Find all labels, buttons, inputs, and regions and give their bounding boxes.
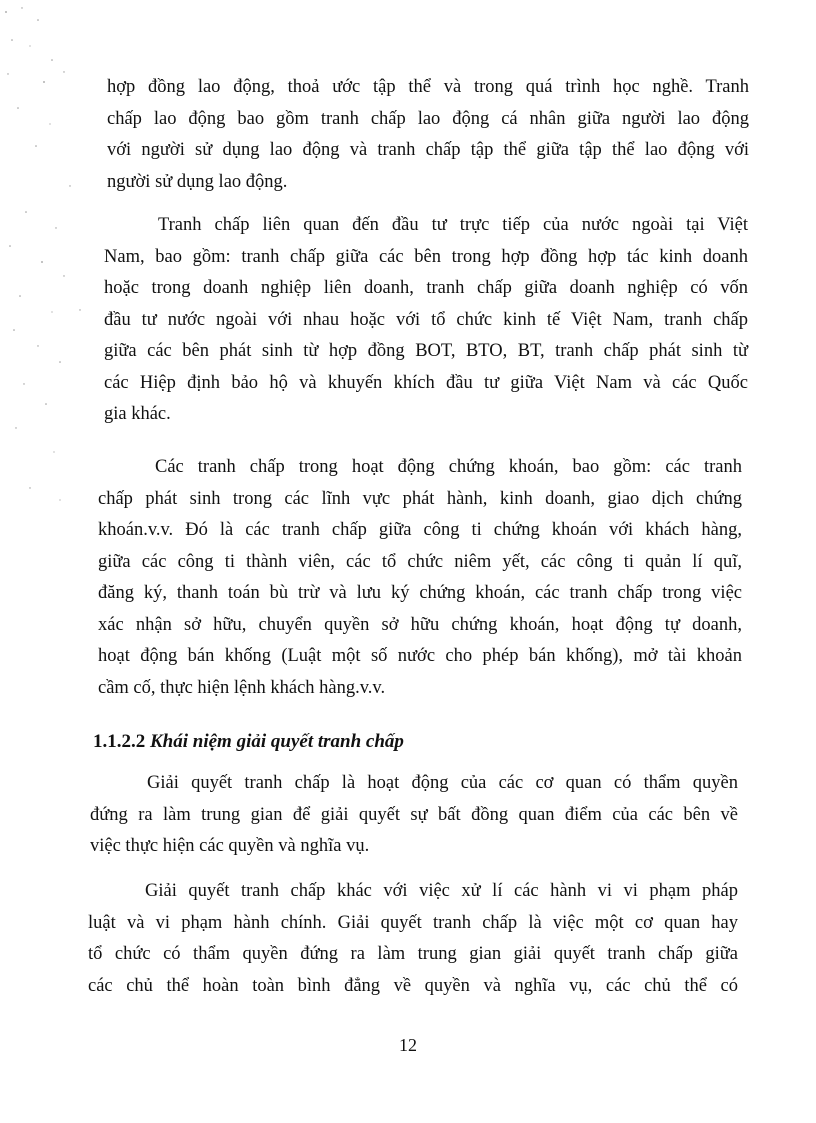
paragraph-2 xyxy=(104,210,748,431)
text-line: Nam, bao gồm: tranh chấp giữa các bên trong hợp đồng hợp tác kinh doanh xyxy=(104,246,748,267)
text-line: cầm cố, thực hiện lệnh khách hàng.v.v. xyxy=(98,677,386,698)
text-line: giữa các công ti thành viên, các tổ chức niêm yết, các công ti quản lí quĩ, xyxy=(98,551,742,572)
text-line: Tranh chấp liên quan đến đầu tư trực tiếp của nước ngoài tại Việt xyxy=(158,215,748,235)
paragraph-1 xyxy=(107,72,749,198)
text-line: Giải quyết tranh chấp khác với việc xử lí các hành vi vi phạm pháp xyxy=(145,881,738,901)
text-line: hoạt động bán khống (Luật một số nước cho phép bán khống), mở tài khoản xyxy=(98,646,742,666)
section-title: Khái niệm giải quyết tranh chấp xyxy=(150,731,404,752)
text-line: hoặc trong doanh nghiệp liên doanh, tranh chấp giữa doanh nghiệp có vốn xyxy=(104,278,748,298)
text-line: khoán.v.v. Đó là các tranh chấp giữa công ti chứng khoán với khách hàng, xyxy=(98,520,742,540)
text-line: tổ chức có thẩm quyền đứng ra làm trung gian giải quyết tranh chấp giữa xyxy=(88,944,738,964)
text-line: việc thực hiện các quyền và nghĩa vụ. xyxy=(90,836,370,856)
text-line: Các tranh chấp trong hoạt động chứng khoán, bao gồm: các tranh xyxy=(155,457,742,477)
section-heading xyxy=(93,728,404,756)
text-line: người sử dụng lao động. xyxy=(107,171,288,192)
text-line: luật và vi phạm hành chính. Giải quyết tranh chấp là việc một cơ quan hay xyxy=(88,912,738,933)
paragraph-5 xyxy=(88,876,738,1002)
text-line: gia khác. xyxy=(104,404,171,424)
text-line: các chủ thể hoàn toàn bình đẳng về quyền và nghĩa vụ, các chủ thể có xyxy=(88,975,738,996)
text-line: giữa các bên phát sinh từ hợp đồng BOT, BTO, BT, tranh chấp phát sinh từ xyxy=(104,341,748,361)
text-line: đứng ra làm trung gian để giải quyết sự bất đồng quan điểm của các bên về xyxy=(90,804,738,825)
text-line: đầu tư nước ngoài với nhau hoặc với tổ chức kinh tế Việt Nam, tranh chấp xyxy=(104,309,748,330)
text-line: xác nhận sở hữu, chuyển quyền sở hữu chứng khoán, hoạt động tự doanh, xyxy=(98,614,742,635)
text-line: Giải quyết tranh chấp là hoạt động của các cơ quan có thẩm quyền xyxy=(147,773,738,793)
paragraph-3 xyxy=(98,452,742,704)
text-line: chấp phát sinh trong các lĩnh vực phát hành, kinh doanh, giao dịch chứng xyxy=(98,488,742,509)
section-number: 1.1.2.2 xyxy=(93,731,146,752)
text-line: chấp lao động bao gồm tranh chấp lao động cá nhân giữa người lao động xyxy=(107,108,749,129)
text-line: hợp đồng lao động, thoả ước tập thể và trong quá trình học nghề. Tranh xyxy=(107,77,749,97)
text-line: các Hiệp định bảo hộ và khuyến khích đầu tư giữa Việt Nam và các Quốc xyxy=(104,372,748,393)
text-line: đăng ký, thanh toán bù trừ và lưu ký chứng khoán, các tranh chấp trong việc xyxy=(98,583,742,603)
text-line: với người sử dụng lao động và tranh chấp tập thể giữa tập thể lao động với xyxy=(107,140,749,160)
paragraph-4 xyxy=(90,768,738,863)
scan-noise-specks xyxy=(0,0,90,520)
page-number: 12 xyxy=(399,1035,417,1055)
